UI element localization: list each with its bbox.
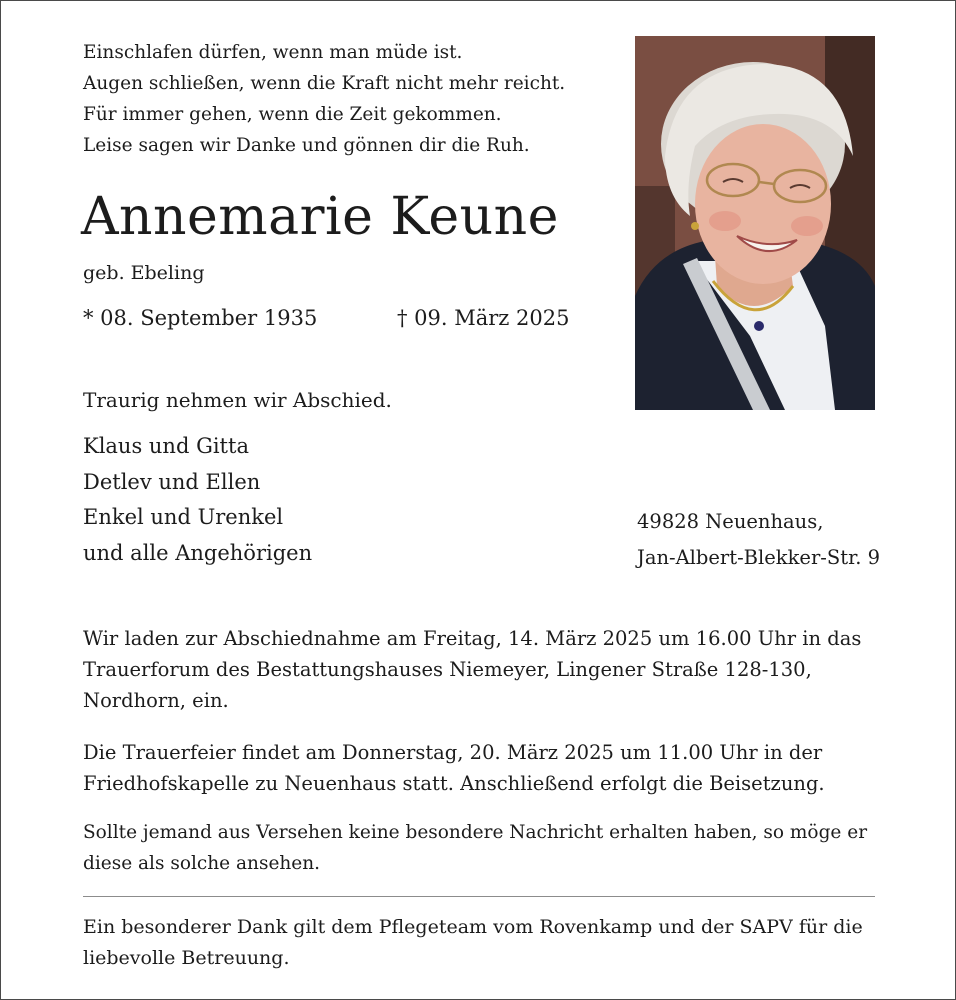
- address-street: Jan-Albert-Blekker-Str. 9: [637, 545, 881, 569]
- poem-line: Leise sagen wir Danke und gönnen dir die Ruh.: [83, 135, 530, 156]
- address-city: 49828 Neuenhaus,: [637, 510, 824, 533]
- poem-line: Einschlafen dürfen, wenn man müde ist.: [83, 42, 463, 63]
- deceased-name: Annemarie Keune: [81, 187, 559, 247]
- poem-line: Für immer gehen, wenn die Zeit gekommen.: [83, 104, 502, 125]
- portrait-photo: [635, 36, 875, 410]
- address: [637, 504, 880, 575]
- thanks-paragraph: Ein besonderer Dank gilt dem Pflegeteam vom Rovenkamp und der SAPV für die liebevolle Betreuung.: [83, 916, 863, 969]
- mourner: Detlev und Ellen: [83, 469, 261, 494]
- birth-date: * 08. September 1935: [83, 306, 318, 330]
- mourner: und alle Angehörigen: [83, 540, 313, 565]
- portrait-photo-icon: [635, 36, 875, 410]
- farewell-paragraph: Wir laden zur Abschiednahme am Freitag, 14. März 2025 um 16.00 Uhr in das Trauerforum des Bestattungshauses Niemeyer, Lingener Straße 128-130, Nordhorn, ein.: [83, 627, 862, 712]
- mourners-list: [83, 429, 312, 571]
- mourner: Enkel und Urenkel: [83, 505, 284, 529]
- farewell-intro: Traurig nehmen wir Abschied.: [83, 388, 392, 412]
- divider: [83, 896, 875, 897]
- mourner: Klaus und Gitta: [83, 434, 249, 458]
- poem-line: Augen schließen, wenn die Kraft nicht mehr reicht.: [83, 73, 566, 94]
- notice-paragraph: Sollte jemand aus Versehen keine besondere Nachricht erhalten haben, so möge er diese als solche ansehen.: [83, 822, 868, 874]
- ceremony-paragraph: Die Trauerfeier findet am Donnerstag, 20. März 2025 um 11.00 Uhr in der Friedhofskapelle zu Neuenhaus statt. Anschließend erfolgt die Beisetzung.: [83, 741, 825, 795]
- death-date: † 09. März 2025: [397, 306, 570, 330]
- maiden-name: geb. Ebeling: [83, 262, 205, 284]
- poem: [83, 37, 565, 161]
